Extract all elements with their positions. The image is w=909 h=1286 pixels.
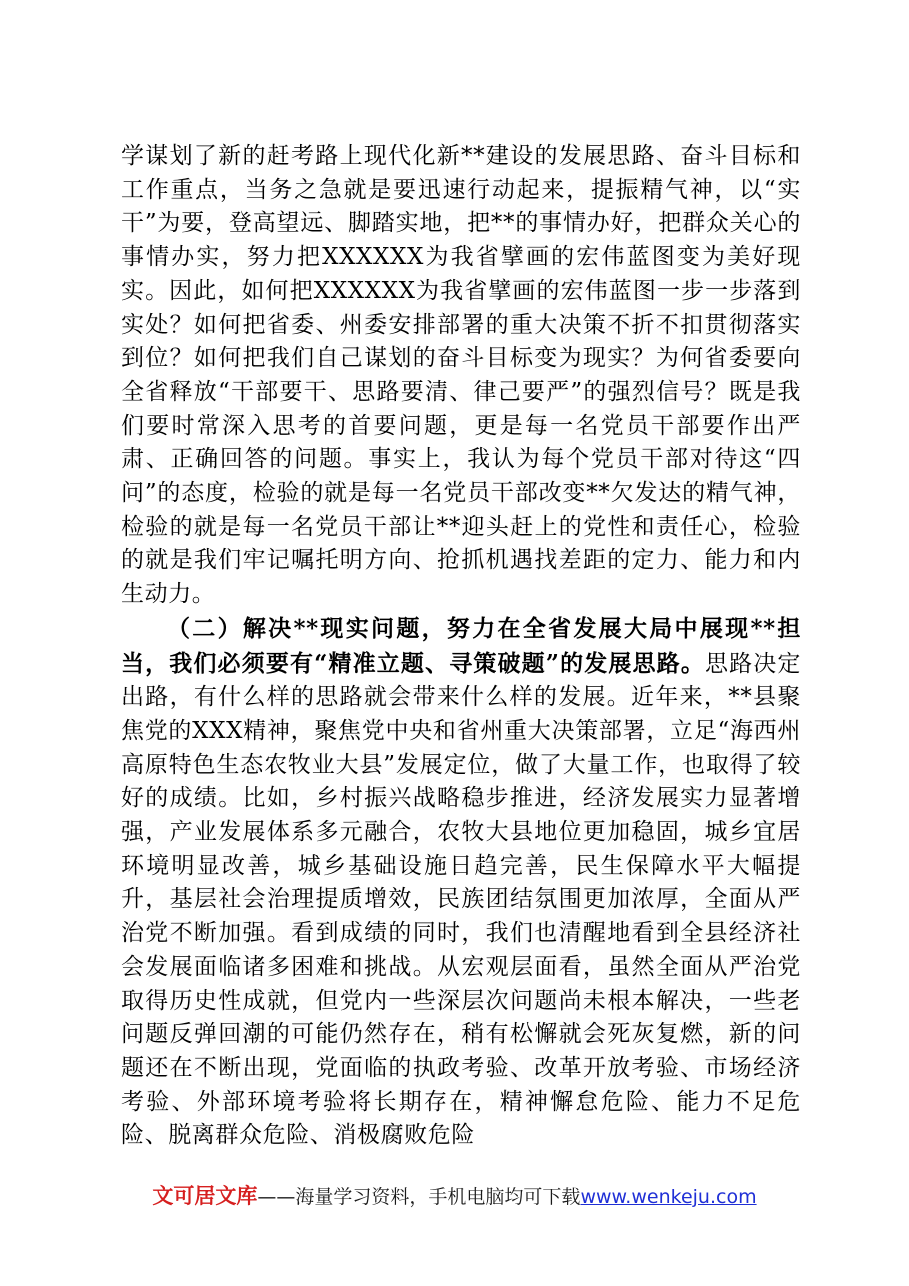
footer-website-link[interactable]: www.wenkeju.com <box>580 1186 757 1208</box>
footer-slogan: ——海量学习资料，手机电脑均可下载 <box>257 1186 581 1208</box>
paragraph-section-two <box>121 612 801 1153</box>
footer-banner <box>0 1181 909 1212</box>
paragraph-continuation: 学谋划了新的赶考路上现代化新**建设的发展思路、奋斗目标和工作重点，当务之急就是要迅速行动起来，提振精气神，以“实干”为要，登高望远、脚踏实地，把**的事情办好，把群众关心的事情办实，努力把XXXXXX为我省擘画的宏伟蓝图变为美好现实。因此，如何把XXXXXX为我省擘画的宏伟蓝图一步一步落到实处？如何把省委、州委安排部署的重大决策不折不扣贯彻落实到位？如何把我们自己谋划的奋斗目标变为现实？为何省委要向全省释放“干部要干、思路要清、律己要严”的强烈信号？既是我们要时常深入思考的首要问题，更是每一名党员干部要作出严肃、正确回答的问题。事实上，我认为每个党员干部对待这“四问”的态度，检验的就是每一名党员干部改变**欠发达的精气神，检验的就是每一名党员干部让**迎头赶上的党性和责任心，检验的就是我们牢记嘱托明方向、抢抓机遇找差距的定力、能力和内生动力。 <box>121 143 801 608</box>
document-body <box>121 140 801 1153</box>
section-body-text: 思路决定出路，有什么样的思路就会带来什么样的发展。近年来，**县聚焦党的XXX精神，聚焦党中央和省州重大决策部署，立足“海西州高原特色生态农牧业大县”发展定位，做了大量工作，也取得了较好的成绩。比如，乡村振兴战略稳步推进，经济发展实力显著增强，产业发展体系多元融合，农牧大县地位更加稳固，城乡宜居环境明显改善，城乡基础设施日趋完善，民生保障水平大幅提升，基层社会治理提质增效，民族团结氛围更加浓厚，全面从严治党不断加强。看到成绩的同时，我们也清醒地看到全县经济社会发展面临诸多困难和挑战。从宏观层面看，虽然全面从严治党取得历史性成就，但党内一些深层次问题尚未根本解决，一些老问题反弹回潮的可能仍然存在，稍有松懈就会死灰复燃，新的问题还在不断出现，党面临的执政考验、改革开放考验、市场经济考验、外部环境考验将长期存在，精神懈怠危险、能力不足危险、脱离群众危险、消极腐败危险 <box>121 650 801 1149</box>
section-heading: （二）解决**现实问题，努力在全省发展大局中展现**担当，我们必须要有“精准立题、寻策破题”的发展思路。 <box>121 614 801 677</box>
footer-brand: 文可居文库 <box>152 1184 258 1208</box>
